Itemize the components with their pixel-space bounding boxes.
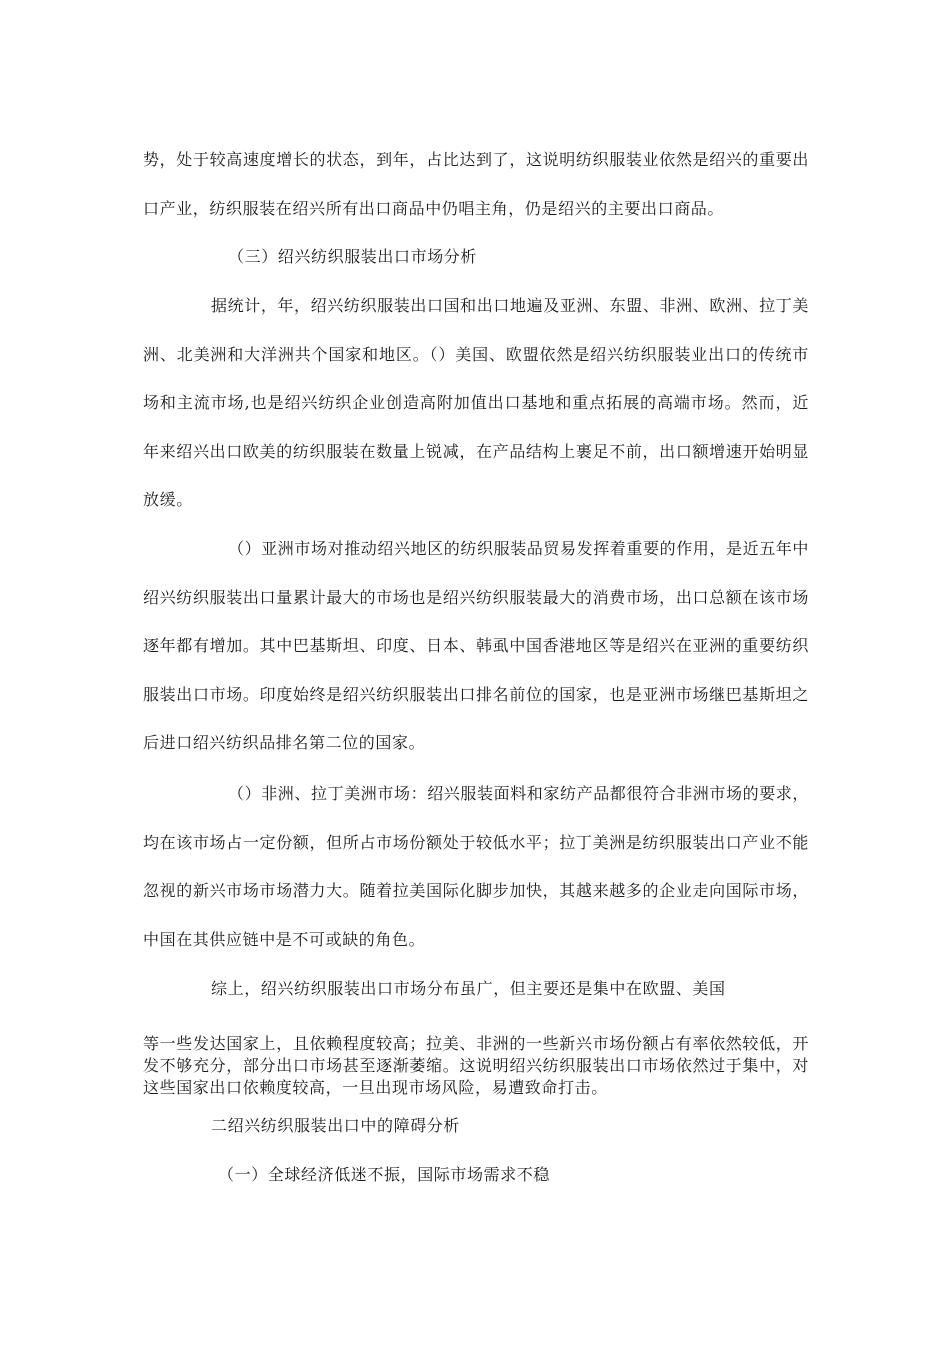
paragraph-markets: 据统计，年，绍兴纺织服装出口国和出口地遍及亚洲、东盟、非洲、欧洲、拉丁美洲、北美洲和大洋洲共个国家和地区。（）美国、欧盟依然是绍兴纺织服装业出口的传统市场和主流市场,也是绍兴纺织企业创造高附加值出口基地和重点拓展的高端市场。然而，近年来绍兴出口欧美的纺织服装在数量上锐减，在产品结构上裹足不前，出口额增速开始明显放缓。 <box>143 296 809 509</box>
subsection-heading-2-1: （一）全球经济低迷不振，国际市场需求不稳 <box>218 1165 551 1184</box>
paragraph-asia-market: （）亚洲市场对推动绍兴地区的纺织服装品贸易发挥着重要的作用，是近五年中绍兴纺织服装出口量累计最大的市场也是绍兴纺织服装最大的消费市场，出口总额在该市场逐年都有增加。其中巴基斯坦、印度、日本、韩虱中国香港地区等是绍兴在亚洲的重要纺织服装出口市场。印度始终是绍兴纺织服装出口排名前位的国家，也是亚洲市场继巴基斯坦之后进口绍兴纺织品排名第二位的国家。 <box>143 539 810 752</box>
section-heading-3: （三）绍兴纺织服装出口市场分析 <box>228 247 478 266</box>
paragraph-africa-latam-market: （）非洲、拉丁美洲市场：绍兴服装面料和家纺产品都很符合非洲市场的要求，均在该市场占一定份额，但所占市场份额处于较低水平；拉丁美洲是纺织服装出口产业不能忽视的新兴市场市场潜力大。随着拉美国际化脚步加快，其越来越多的企业走向国际市场，中国在其供应链中是不可或缺的角色。 <box>143 784 810 949</box>
paragraph-continuation: 势，处于较高速度增长的状态，到年，占比达到了，这说明纺织服装业依然是绍兴的重要出口产业，纺织服装在绍兴所有出口商品中仍唱主角，仍是绍兴的主要出口商品。 <box>143 150 809 218</box>
paragraph-summary-first-line: 综上，绍兴纺织服装出口市场分布虽广，但主要还是集中在欧盟、美国 <box>211 979 726 998</box>
paragraph-summary: 等一些发达国家上，且依赖程度较高；拉美、非洲的一些新兴市场份额占有率依然较低，开发不够充分，部分出口市场甚至逐渐萎缩。这说明绍兴纺织服装出口市场依然过于集中，对这些国家出口依赖度较高，一旦出现市场风险，易遭致命打击。 <box>143 1034 809 1097</box>
section-heading-2: 二绍兴纺织服装出口中的障碍分析 <box>211 1116 461 1135</box>
